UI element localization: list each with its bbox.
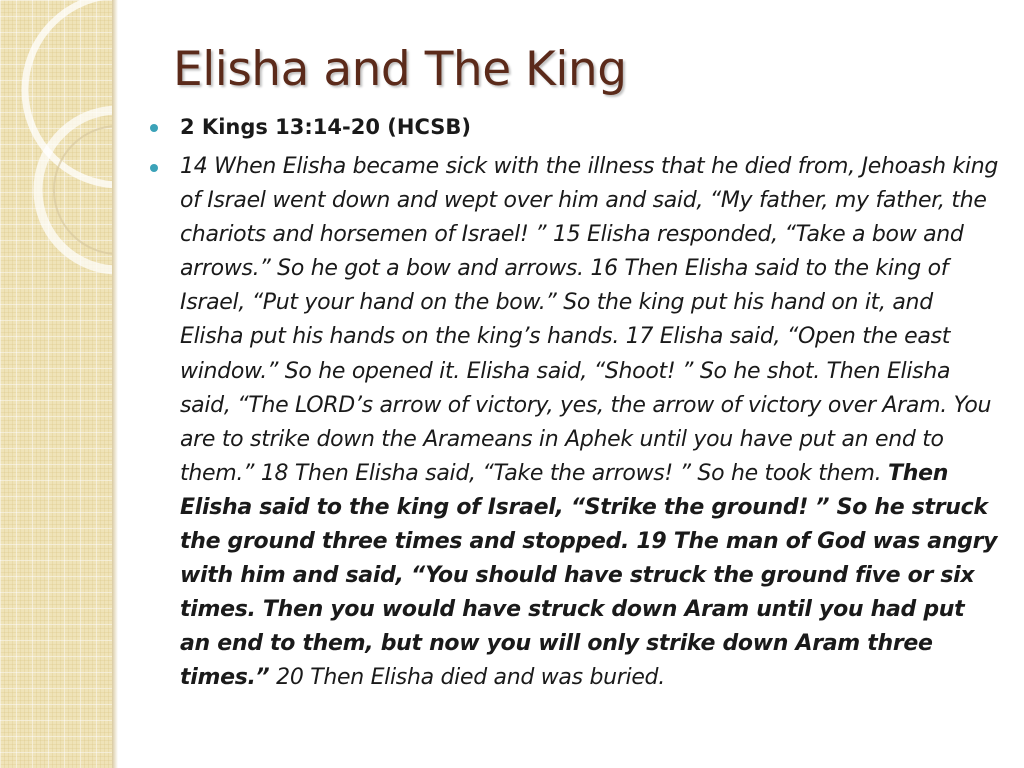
scripture-reference-item xyxy=(150,112,1000,142)
passage-emphasis: Then Elisha said to the king of Israel, “Strike the ground! ” So he struck the ground three times and stopped. 19 The man of God was angry with him and said, “You should have struck the ground five or six times. Then you would have struck down Aram until you had put an end to them, but now you will only strike down Aram three times.” xyxy=(180,460,998,691)
bullet-icon xyxy=(150,124,158,132)
passage-end: 20 Then Elisha died and was buried. xyxy=(269,665,665,691)
decorative-side-panel xyxy=(0,0,112,768)
bullet-icon xyxy=(150,164,158,172)
panel-shadow xyxy=(112,0,118,768)
scripture-reference: 2 Kings 13:14-20 (HCSB) xyxy=(180,115,471,139)
slide-content xyxy=(150,112,1000,696)
slide-title: Elisha and The King xyxy=(173,42,627,97)
decorative-circles xyxy=(0,0,112,768)
scripture-passage-item xyxy=(150,150,1000,696)
passage-intro: 14 When Elisha became sick with the illness that he died from, Jehoash king of Israel went down and wept over him and said, “My father, my father, the chariots and horsemen of Israel! ” 15 Elisha responded, “Take a bow and arrows.” So he got a bow and arrows. 16 Then Elisha said to the king of Israel, “Put your hand on the bow.” So the king put his hand on it, and Elisha put his hands on the king’s hands. 17 Elisha said, “Open the east window.” So he opened it. Elisha said, “Shoot! ” So he shot. Then Elisha said, “The LORD’s arrow of victory, yes, the arrow of victory over Aram. You are to strike down the Arameans in Aphek until you have put an end to them.” 18 Then Elisha said, “Take the arrows! ” So he took them. xyxy=(180,154,999,486)
